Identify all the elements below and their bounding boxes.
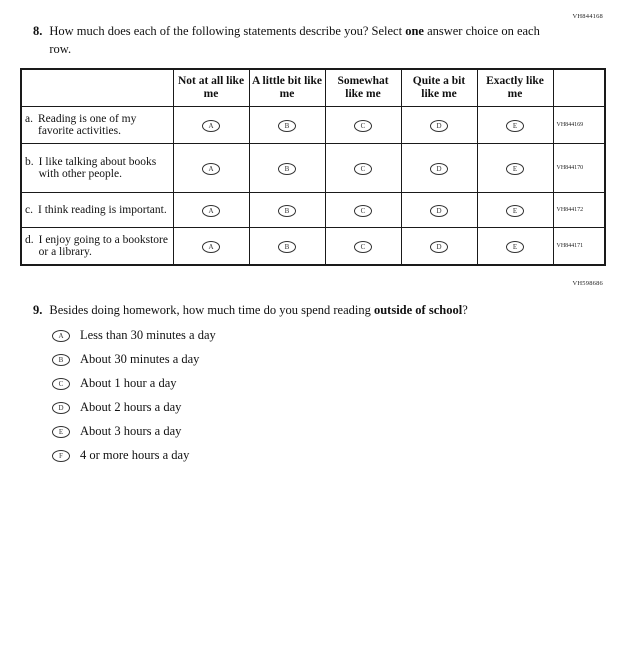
question-8-text-bold: one	[405, 24, 424, 38]
option-about-2-hours	[52, 400, 216, 415]
response-oval-a-a-little-bit[interactable]: B	[278, 120, 296, 132]
response-oval-c-quite-a-bit[interactable]: D	[430, 205, 448, 217]
question-8-text-part1: How much does each of the following statements describe you? Select	[49, 24, 406, 38]
statement-cell-c	[21, 193, 173, 228]
response-oval-d-somewhat[interactable]: C	[354, 241, 372, 253]
table-row-b	[21, 144, 605, 193]
statement-cell-d	[21, 228, 173, 266]
table-row-a	[21, 107, 605, 144]
row-text-d: I enjoy going to a bookstore or a library.	[38, 234, 168, 258]
response-oval-b-quite-a-bit[interactable]: D	[430, 163, 448, 175]
option-4-or-more-hours	[52, 448, 216, 463]
question-9-text-part1: Besides doing homework, how much time do you spend reading	[49, 303, 374, 317]
question-8-number: 8.	[33, 24, 43, 38]
response-oval-about-1-hour[interactable]: C	[52, 378, 70, 390]
table-row-d	[21, 228, 605, 266]
option-label-about-30-min: About 30 minutes a day	[80, 352, 200, 366]
statement-cell-b	[21, 144, 173, 193]
row-letter-c: c.	[25, 204, 33, 216]
response-oval-about-2-hours[interactable]: D	[52, 402, 70, 414]
matrix-header-a-little-bit: A little bit like me	[249, 69, 325, 107]
item-code-c: VH844172	[553, 193, 605, 228]
question-8-text-part2: answer choice on each row.	[49, 24, 540, 56]
option-label-about-2-hours: About 2 hours a day	[80, 400, 182, 414]
question-9-text-bold: outside of school	[373, 303, 463, 317]
response-oval-d-quite-a-bit[interactable]: D	[430, 241, 448, 253]
accession-code-q9: VH598686	[572, 280, 603, 287]
response-oval-b-a-little-bit[interactable]: B	[278, 163, 296, 175]
matrix-header-somewhat: Somewhat like me	[325, 69, 401, 107]
question-9-number: 9.	[33, 303, 43, 317]
question-8-matrix-table	[20, 68, 606, 266]
matrix-header-exactly-like: Exactly like me	[477, 69, 553, 107]
question-9-text	[49, 302, 467, 320]
response-oval-b-exactly-like[interactable]: E	[506, 163, 524, 175]
option-label-less-than-30-min: Less than 30 minutes a day	[80, 328, 216, 342]
question-9	[33, 302, 593, 320]
item-code-b: VH844170	[553, 144, 605, 193]
response-oval-d-not-at-all[interactable]: A	[202, 241, 220, 253]
option-label-4-or-more-hours: 4 or more hours a day	[80, 448, 190, 462]
response-oval-d-exactly-like[interactable]: E	[506, 241, 524, 253]
response-oval-a-quite-a-bit[interactable]: D	[430, 120, 448, 132]
question-9-text-part2: ?	[462, 303, 468, 317]
question-9-options	[52, 328, 216, 472]
row-text-c: I think reading is important.	[37, 204, 167, 216]
response-oval-b-somewhat[interactable]: C	[354, 163, 372, 175]
response-oval-c-not-at-all[interactable]: A	[202, 205, 220, 217]
row-letter-b: b.	[25, 156, 34, 168]
option-about-3-hours	[52, 424, 216, 439]
option-about-30-min	[52, 352, 216, 367]
option-label-about-3-hours: About 3 hours a day	[80, 424, 182, 438]
matrix-header-quite-a-bit: Quite a bit like me	[401, 69, 477, 107]
row-letter-a: a.	[25, 113, 33, 125]
item-code-a: VH844169	[553, 107, 605, 144]
matrix-header-stub	[21, 69, 173, 107]
response-oval-a-exactly-like[interactable]: E	[506, 120, 524, 132]
matrix-header-row	[21, 69, 605, 107]
row-text-b: I like talking about books with other people.	[38, 156, 157, 180]
option-about-1-hour	[52, 376, 216, 391]
response-oval-c-somewhat[interactable]: C	[354, 205, 372, 217]
accession-code-q8: VH844168	[572, 13, 603, 20]
response-oval-4-or-more-hours[interactable]: F	[52, 450, 70, 462]
response-oval-c-exactly-like[interactable]: E	[506, 205, 524, 217]
option-less-than-30-min	[52, 328, 216, 343]
table-row-c	[21, 193, 605, 228]
response-oval-about-3-hours[interactable]: E	[52, 426, 70, 438]
statement-cell-a	[21, 107, 173, 144]
response-oval-a-somewhat[interactable]: C	[354, 120, 372, 132]
response-oval-d-a-little-bit[interactable]: B	[278, 241, 296, 253]
option-label-about-1-hour: About 1 hour a day	[80, 376, 177, 390]
question-8	[33, 23, 553, 58]
row-letter-d: d.	[25, 234, 34, 246]
response-oval-c-a-little-bit[interactable]: B	[278, 205, 296, 217]
response-oval-b-not-at-all[interactable]: A	[202, 163, 220, 175]
row-text-a: Reading is one of my favorite activities.	[37, 113, 137, 137]
matrix-header-code-column	[553, 69, 605, 107]
response-oval-a-not-at-all[interactable]: A	[202, 120, 220, 132]
response-oval-less-than-30-min[interactable]: A	[52, 330, 70, 342]
response-oval-about-30-min[interactable]: B	[52, 354, 70, 366]
matrix-header-not-at-all: Not at all like me	[173, 69, 249, 107]
item-code-d: VH844171	[553, 228, 605, 266]
question-8-text	[49, 23, 553, 58]
